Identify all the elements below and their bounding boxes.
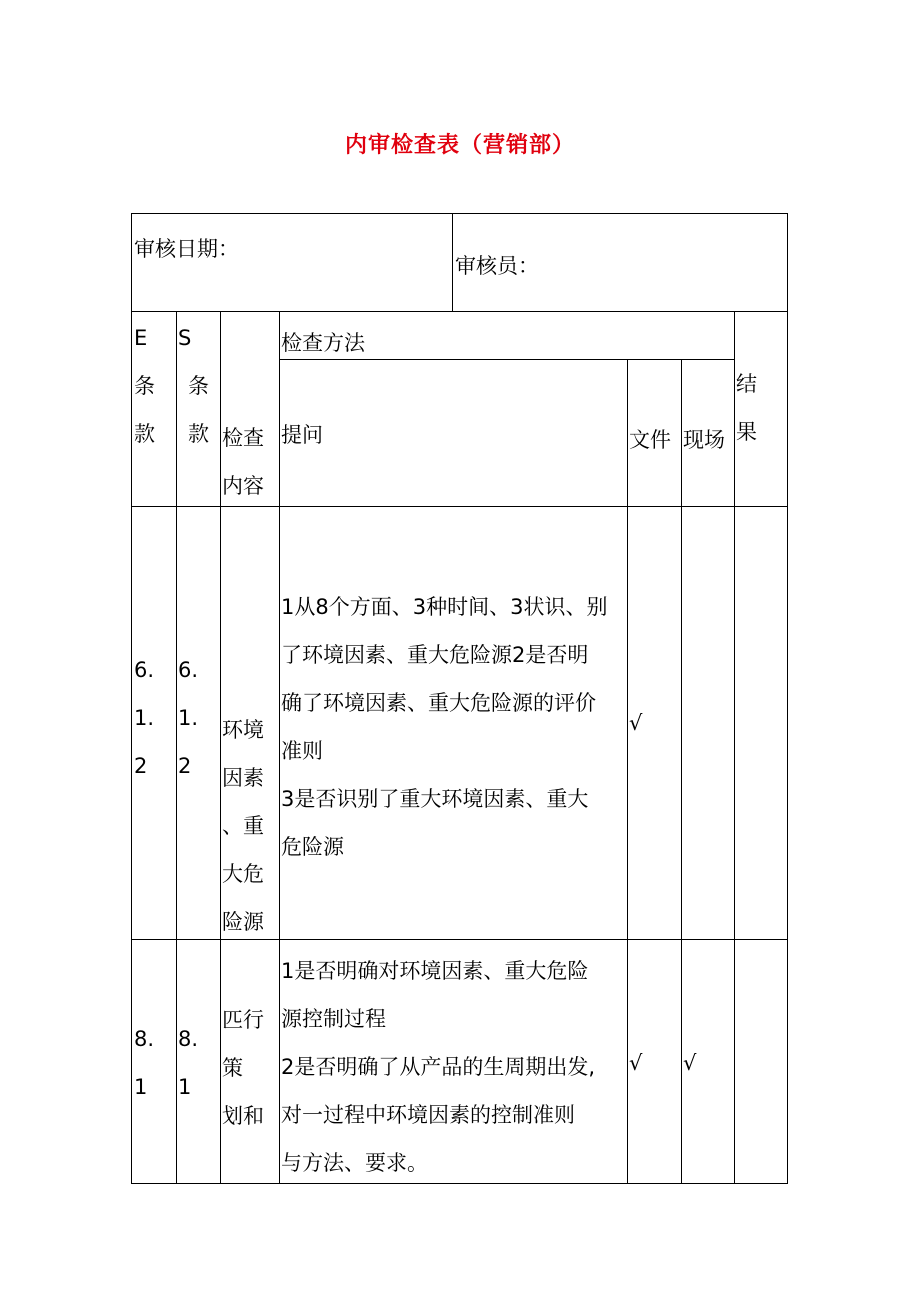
col-divider-6	[734, 311, 735, 1184]
row1-s-clause: 6. 1. 2	[178, 658, 199, 778]
row1-question: 1从8个方面、3种时间、3状识、别 了环境因素、重大危险源2是否明 确了环境因素、重大危险源的评价 准则 3是否识别了重大环境因素、重大 危险源	[281, 595, 608, 859]
col-divider-4	[627, 359, 628, 1184]
e-clause-header: E 条 款	[134, 326, 155, 446]
row2-site-check: √	[683, 1051, 697, 1075]
document-header: 文件	[629, 428, 671, 452]
question-header: 提问	[281, 423, 323, 447]
row2-content: 匹行 策 划和	[222, 1008, 264, 1128]
check-method-header: 检查方法	[281, 331, 365, 355]
col-divider-2	[220, 311, 221, 1184]
row-divider-header	[131, 311, 788, 312]
col-divider-5	[681, 359, 682, 1184]
row1-document-check: √	[629, 711, 643, 735]
row1-e-clause: 6. 1. 2	[134, 658, 155, 778]
row2-s-clause: 8. 1	[178, 1027, 199, 1099]
check-content-header: 检查 内容	[222, 426, 264, 498]
audit-date-label: 审核日期：	[134, 237, 239, 261]
site-header: 现场	[683, 428, 725, 452]
row-divider-method	[279, 359, 734, 360]
row2-e-clause: 8. 1	[134, 1027, 155, 1099]
row1-content: 环境 因素 、重 大危 险源	[222, 718, 264, 934]
page-title: 内审检查表（营销部）	[344, 133, 575, 158]
col-divider-3	[279, 311, 280, 1184]
result-header: 结 果	[736, 372, 757, 444]
col-divider-header	[452, 213, 453, 311]
row2-document-check: √	[629, 1051, 643, 1075]
s-clause-header: S 条 款	[178, 326, 209, 446]
col-divider-1	[176, 311, 177, 1184]
auditor-label: 审核员：	[455, 254, 539, 278]
row2-question: 1是否明确对环境因素、重大危险 源控制过程 2是否明确了从产品的生周期出发, 对一过程中环境因素的控制准则 与方法、要求。	[281, 959, 596, 1175]
